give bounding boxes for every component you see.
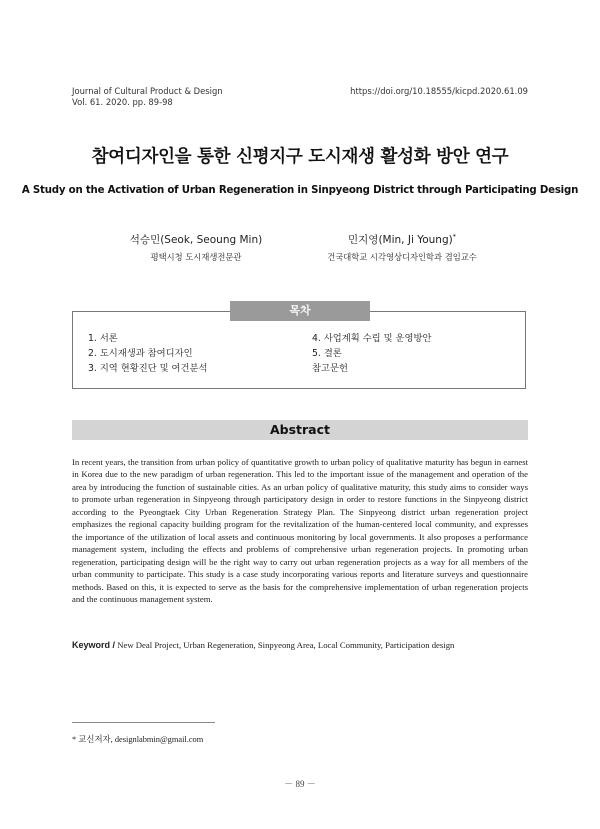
abstract-text: In recent years, the transition from urban policy of quantitative growth to urban policy of qualitative maturity has begun in earnest in Korea due to the new paradigm of urban regeneration. This led to the important issue of the management and operation of the area by introducing the function of sustainable cities. As an urban policy of qualitative maturity, this study aims to consider ways to promote urban regeneration in Sinpyeong through participatory design in order to restore functions in the Sinpyeong district according to the Pyeongtaek City Urban Regeneration Strategy Plan. The Sinpyeong district urban regeneration project emphasizes the regional capacity building program for the revitalization of the human-centered local community, and expresses the importance of the utilization of local assets and continuous monitoring by local governments. It also proposes a performance management system, including the effects and problems of comprehensive urban regeneration projects. In promoting urban regeneration, participating design will be the right way to carry out urban regeneration projects as a way for all members of the urban community to participate. This study is a case study incorporating various reports and literature surveys and questionnaire methods. Based on this, it is expected to serve as the basis for the comprehensive implementation of urban regeneration projects and the continuous management system. xyxy=(72,457,528,604)
toc-label: 목차 xyxy=(230,301,370,321)
author-2-name: 민지영(Min, Ji Young)* xyxy=(348,232,456,246)
toc-right-column xyxy=(312,331,431,376)
toc-item: 1. 서론 xyxy=(88,333,118,344)
toc-item: 5. 결론 xyxy=(312,348,342,359)
author-2-affiliation: 건국대학교 시각영상디자인학과 겸임교수 xyxy=(327,252,477,262)
journal-name: Journal of Cultural Product & Design xyxy=(72,86,223,96)
keyword-list: New Deal Project, Urban Regeneration, Sinpyeong Area, Local Community, Participation design xyxy=(117,640,455,650)
toc-item: 3. 지역 현황진단 및 여건분석 xyxy=(88,363,208,374)
keywords xyxy=(72,640,528,650)
author-1-name: 석승민(Seok, Seoung Min) xyxy=(129,234,263,246)
journal-volume: Vol. 61. 2020. pp. 89-98 xyxy=(72,97,173,107)
doi-link[interactable]: https://doi.org/10.18555/kicpd.2020.61.09 xyxy=(350,86,528,96)
paper-title-korean: 참여디자인을 통한 신평지구 도시재생 활성화 방안 연구 xyxy=(91,147,509,167)
abstract-heading: Abstract xyxy=(72,420,528,440)
footnote: * 교신저자, designlabmin@gmail.com xyxy=(72,735,204,744)
toc-item: 4. 사업계획 수립 및 운영방안 xyxy=(312,333,432,344)
toc-item: 2. 도시재생과 참여디자인 xyxy=(88,348,193,359)
toc-left-column xyxy=(88,331,207,376)
toc-item: 참고문헌 xyxy=(312,363,348,374)
footnote-rule xyxy=(72,722,215,723)
keyword-label: Keyword / xyxy=(72,640,116,650)
author-1-affiliation: 평택시청 도시재생전문관 xyxy=(150,252,242,262)
corresponding-author-mark: * xyxy=(452,232,456,241)
paper-title-english: A Study on the Activation of Urban Regeneration in Sinpyeong District through Participating Design xyxy=(21,185,579,196)
page-number: － 89 － xyxy=(284,779,316,789)
